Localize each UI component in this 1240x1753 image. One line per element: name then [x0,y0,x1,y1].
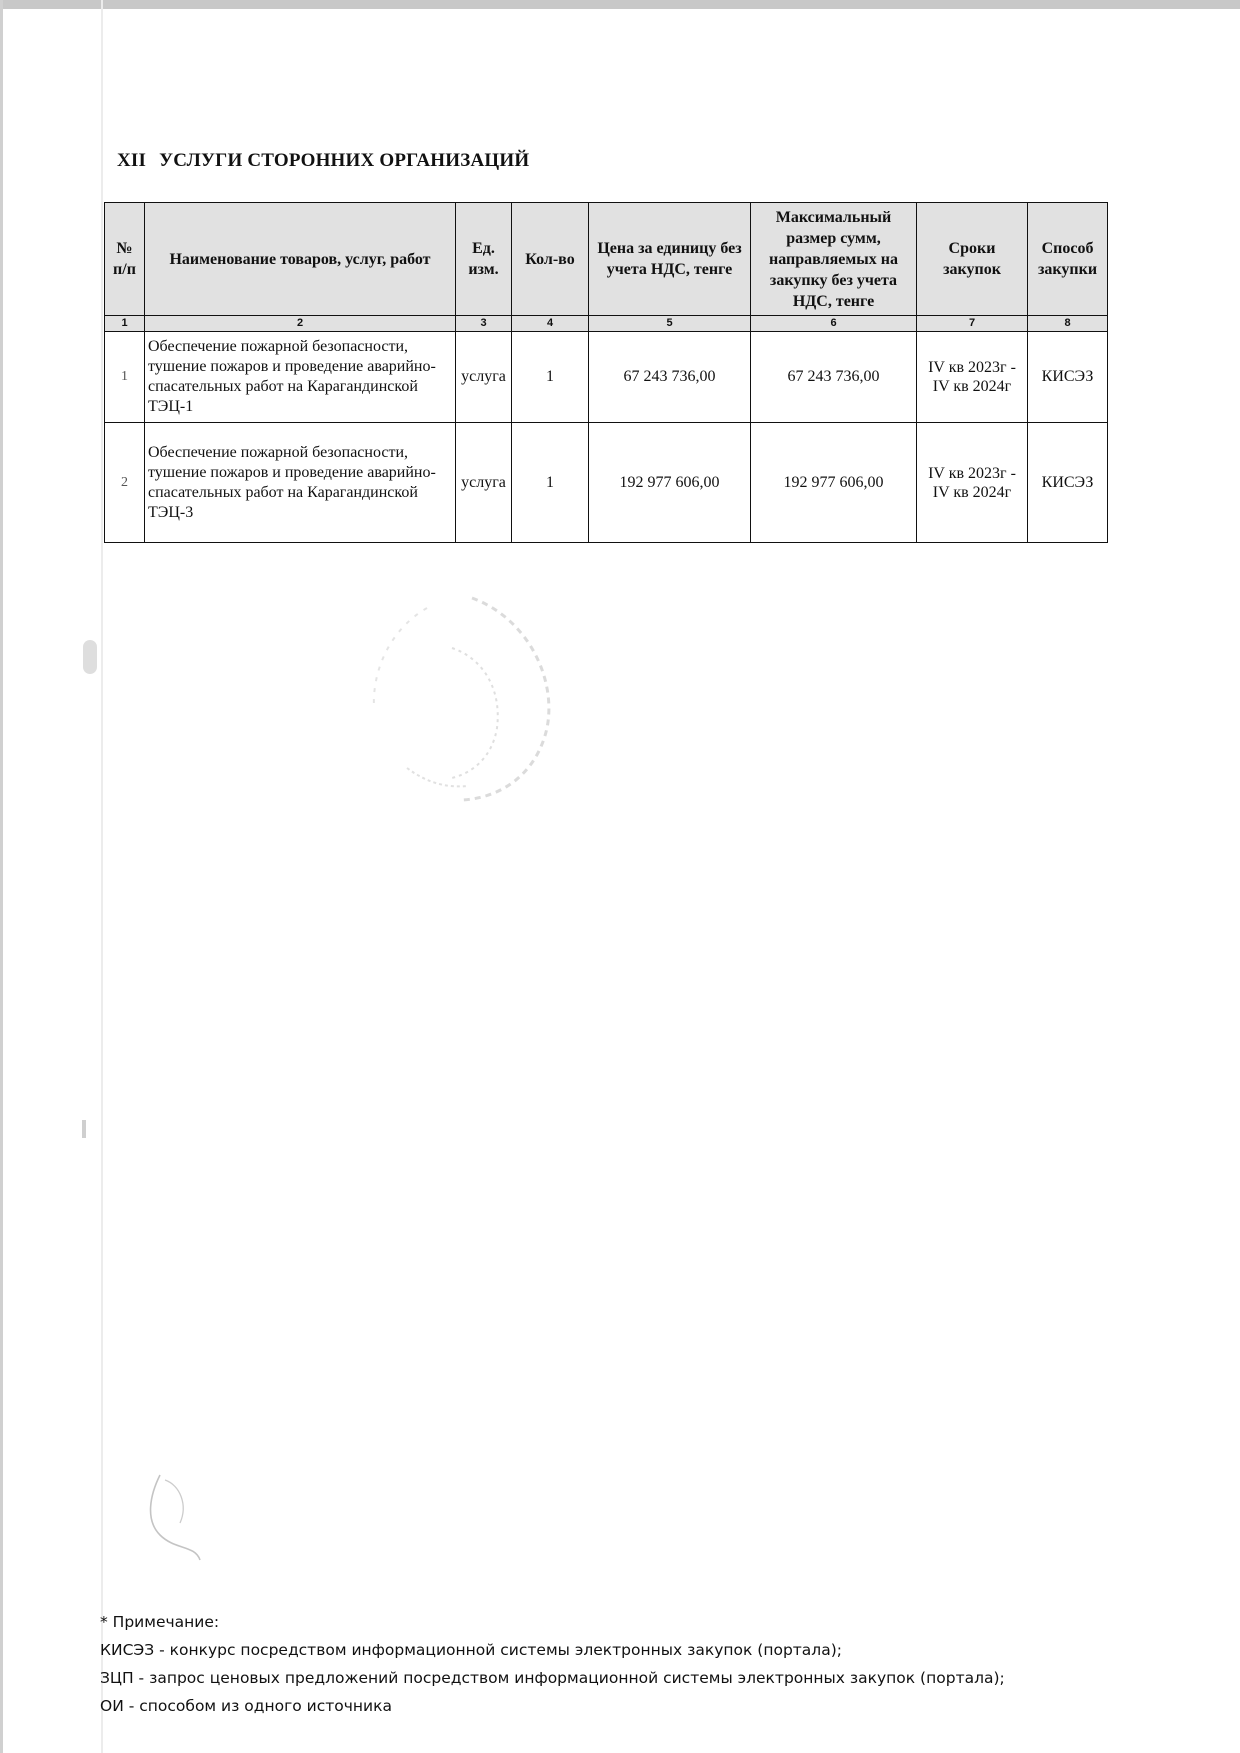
footnote-line: КИСЭЗ - конкурс посредством информационной системы электронных закупок (портала); [100,1641,842,1659]
column-number: 3 [456,316,512,332]
header-period: Сроки закупок [917,203,1028,316]
table-row [105,332,1108,423]
header-max-amount: Максимальный размер сумм, направляемых на закупку без учета НДС, тенге [751,203,917,316]
handwritten-mark [140,1465,230,1575]
column-number: 1 [105,316,145,332]
row-unit-price: 192 977 606,00 [589,423,751,543]
row-unit: услуга [456,332,512,423]
header-num: № п/п [105,203,145,316]
binding-fold [101,0,103,1753]
column-number: 6 [751,316,917,332]
footnote-line: ОИ - способом из одного источника [100,1697,392,1715]
punch-hole [83,640,97,674]
column-number-row [105,316,1108,332]
scan-top-edge [0,0,1240,9]
section-title: УСЛУГИ СТОРОННИХ ОРГАНИЗАЦИЙ [159,150,530,171]
footnote-title: * Примечание: [100,1613,220,1631]
row-unit: услуга [456,423,512,543]
row-number: 1 [105,332,145,423]
column-number: 7 [917,316,1028,332]
section-heading [117,150,529,172]
header-name: Наименование товаров, услуг, работ [145,203,456,316]
table-header-row [105,203,1108,316]
punch-mark [82,1120,86,1138]
table-row [105,423,1108,543]
header-unit: Ед. изм. [456,203,512,316]
row-max-amount: 192 977 606,00 [751,423,917,543]
column-number: 2 [145,316,456,332]
row-method: КИСЭЗ [1028,423,1108,543]
header-qty: Кол-во [512,203,589,316]
row-name: Обеспечение пожарной безопасности, тушение пожаров и проведение аварийно-спасательных работ на Карагандинской ТЭЦ-3 [145,423,456,543]
column-number: 5 [589,316,751,332]
row-qty: 1 [512,423,589,543]
header-method: Способ закупки [1028,203,1108,316]
row-max-amount: 67 243 736,00 [751,332,917,423]
row-unit-price: 67 243 736,00 [589,332,751,423]
services-table [104,202,1108,543]
row-period: IV кв 2023г - IV кв 2024г [917,332,1028,423]
row-method: КИСЭЗ [1028,332,1108,423]
faded-stamp [352,588,562,808]
column-number: 4 [512,316,589,332]
row-qty: 1 [512,332,589,423]
row-period: IV кв 2023г - IV кв 2024г [917,423,1028,543]
row-name: Обеспечение пожарной безопасности, тушение пожаров и проведение аварийно-спасательных работ на Карагандинской ТЭЦ-1 [145,332,456,423]
scan-left-edge [0,0,3,1753]
section-number: XII [117,150,147,171]
footnote [100,1608,1210,1720]
column-number: 8 [1028,316,1108,332]
header-unit-price: Цена за единицу без учета НДС, тенге [589,203,751,316]
row-number: 2 [105,423,145,543]
footnote-line: ЗЦП - запрос ценовых предложений посредством информационной системы электронных закупок (портала); [100,1669,1005,1687]
